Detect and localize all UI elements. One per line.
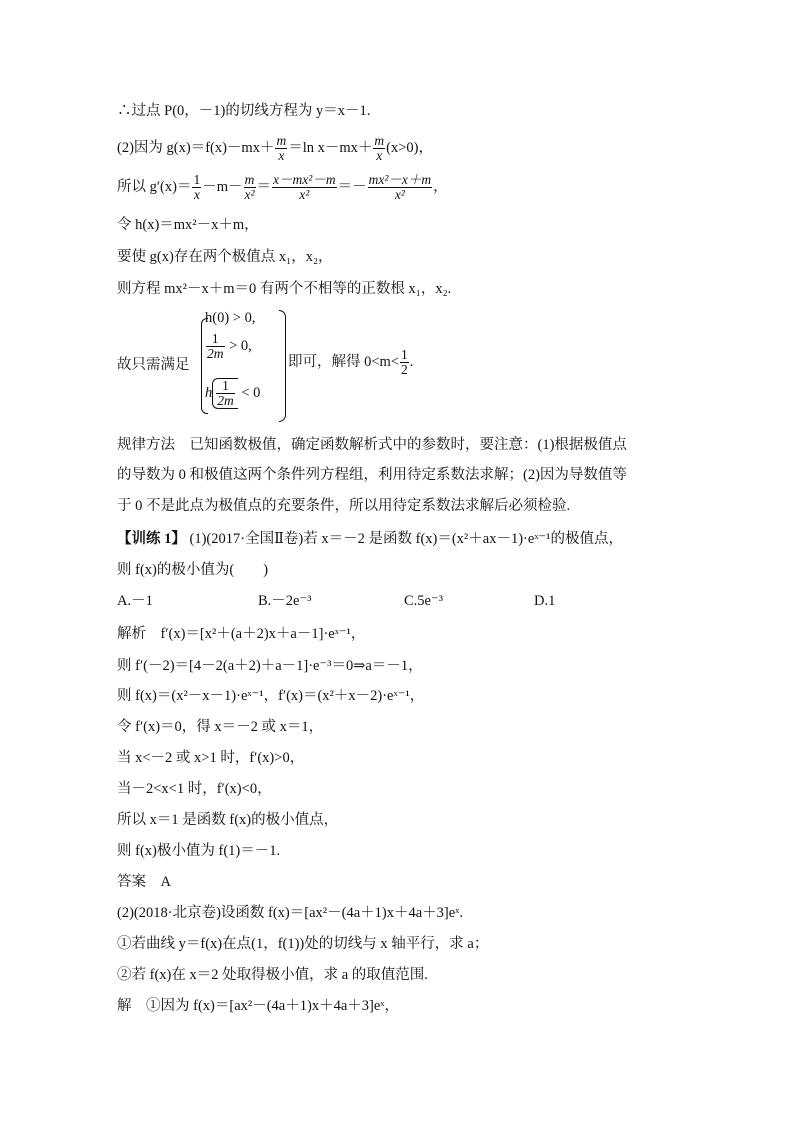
option-d: D.1 [534, 593, 556, 609]
solution-line-8: 则 f(x)极小值为 f(1)＝－1. [117, 843, 281, 859]
frac-num: 1 [193, 172, 201, 187]
exercise-question: (1)(2017·全国Ⅱ卷)若 x＝－2 是函数 f(x)＝(x²＋ax－1)·eˣ⁻¹的极值点， [185, 531, 624, 547]
text-line-6: 则方程 mx²－x＋m＝0 有两个不相等的正数根 x₁，x₂. [117, 281, 452, 297]
problem2-line-4: 解 ①因为 f(x)＝[ax²－(4a＋1)x＋4a＋3]eˣ， [117, 998, 399, 1014]
text-line-3 [117, 173, 448, 202]
fraction-numerator-expression [272, 173, 337, 202]
result-end: . [409, 353, 414, 370]
condition-system [201, 310, 286, 420]
frac-num: x－mx²－m [273, 172, 336, 187]
exercise-tag: 【训练 1】 [117, 531, 186, 547]
row2-rest: > 0, [225, 337, 252, 354]
line2-part-a: (2)因为 g(x)＝f(x)－mx＋ [117, 139, 275, 156]
condition-row-1: h(0) > 0, [205, 310, 256, 326]
frac-den: x [376, 148, 383, 163]
frac-num: 1 [206, 332, 225, 347]
paren [212, 378, 238, 409]
frac-den: x² [394, 187, 405, 202]
option-c: C.5e⁻³ [404, 593, 443, 609]
option-a: A.－1 [117, 593, 153, 609]
row3-rest: < 0 [237, 384, 261, 401]
row3-h: h [205, 384, 213, 401]
line3-part-a: 所以 g′(x)＝ [117, 178, 192, 195]
solution-line-3: 则 f(x)＝(x²－x－1)·eˣ⁻¹，f′(x)＝(x²＋x－2)·eˣ⁻¹， [117, 688, 425, 704]
frac-den: 2m [207, 346, 224, 361]
solution-line-7: 所以 x＝1 是函数 f(x)的极小值点， [117, 812, 339, 828]
answer-line: 答案 A [117, 874, 171, 890]
frac-den: 2m [217, 393, 234, 408]
line3-part-e: ， [433, 178, 448, 195]
solution-line-4: 令 f′(x)＝0，得 x＝－2 或 x＝1， [117, 719, 324, 735]
frac-den: x² [299, 187, 310, 202]
condition-row-2 [205, 332, 252, 361]
solution-line-5: 当 x<－2 或 x>1 时，f′(x)>0， [117, 750, 305, 766]
method-line-2: 的导数为 0 和极值这两个条件列方程组，利用待定系数法求解；(2)因为导数值等 [117, 467, 627, 483]
problem2-line-3: ②若 f(x)在 x＝2 处取得极小值，求 a 的取值范围. [117, 967, 428, 983]
problem2-line-1: (2)(2018·北京卷)设函数 f(x)＝[ax²－(4a＋1)x＋4a＋3]eˣ. [117, 905, 463, 921]
solution-line-1: 解析 f′(x)＝[x²＋(a＋2)x＋a－1]·eˣ⁻¹， [117, 626, 366, 642]
frac-num: m [374, 133, 385, 148]
frac-den: x² [244, 187, 255, 202]
frac-den: x [193, 187, 200, 202]
problem2-line-2: ①若曲线 y＝f(x)在点(1，f(1))处的切线与 x 轴平行，求 a； [117, 936, 489, 952]
condition-result [288, 348, 413, 377]
frac-num: 1 [216, 379, 235, 394]
method-line-3: 于 0 不是此点为极值点的充要条件，所以用待定系数法求解后必须检验. [117, 498, 571, 514]
text-line-2 [117, 134, 433, 163]
fraction-m-over-x-2 [373, 134, 385, 163]
exercise-line-2: 则 f(x)的极小值为( ) [117, 562, 269, 578]
frac-den: 2 [401, 362, 408, 377]
exercise-line-1 [117, 529, 623, 549]
frac-num: 1 [401, 347, 408, 362]
condition-row-3 [205, 378, 260, 409]
line3-part-b: －m－ [202, 178, 243, 195]
method-line-1: 规律方法 已知函数极值，确定函数解析式中的参数时，要注意：(1)根据极值点 [117, 437, 627, 453]
frac-den: x [278, 148, 285, 163]
fraction-1-over-2m-b [216, 379, 235, 408]
fraction-1-over-2 [400, 348, 409, 377]
text-line-1: ∴过点 P(0，－1)的切线方程为 y＝x－1. [117, 103, 371, 119]
solution-line-6: 当－2<x<1 时，f′(x)<0， [117, 781, 272, 797]
line3-part-c: ＝ [256, 178, 272, 195]
right-bracket [279, 310, 286, 422]
frac-num: m [276, 133, 287, 148]
fraction-m-over-x2 [244, 173, 256, 202]
solution-line-2: 则 f′(－2)＝[4－2(a＋2)＋a－1]·e⁻³＝0⇒a＝－1， [117, 658, 423, 674]
fraction-hx-over-x2 [368, 173, 433, 202]
line2-part-b: ＝ln x－mx＋ [288, 139, 373, 156]
text-line-5: 要使 g(x)存在两个极值点 x₁，x₂， [117, 249, 333, 265]
frac-num: mx²－x＋m [368, 172, 432, 187]
fraction-m-over-x [275, 134, 287, 163]
line3-part-d: ＝－ [337, 178, 367, 195]
line2-part-c: (x>0)， [386, 139, 433, 156]
result-text: 即可，解得 0<m< [288, 353, 400, 370]
option-b: B.－2e⁻³ [258, 593, 312, 609]
text-line-4: 令 h(x)＝mx²－x＋m， [117, 217, 259, 233]
fraction-1-over-x [192, 173, 201, 202]
frac-num: m [244, 172, 255, 187]
fraction-1-over-2m [206, 332, 225, 361]
condition-intro: 故只需满足 [117, 357, 190, 373]
